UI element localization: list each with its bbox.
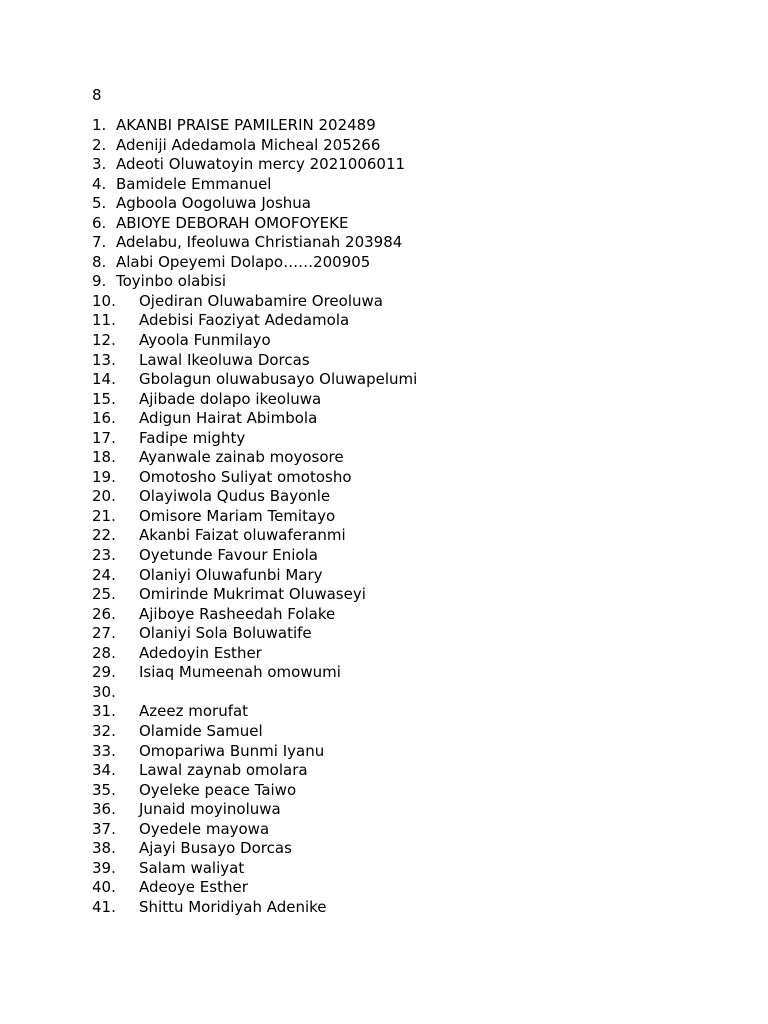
list-item [92,292,417,312]
list-item-name: Shittu Moridiyah Adenike [139,897,327,916]
list-item-name: Agboola Oogoluwa Joshua [116,194,311,213]
list-item-number: 21. [92,506,116,525]
list-item [92,644,417,664]
list-item-number: 1. [92,116,107,134]
list-item-name: Omopariwa Bunmi Iyanu [139,741,325,760]
list-item-number: 34. [92,761,116,780]
list-item [92,526,417,546]
list-item [92,136,417,156]
list-item [92,390,417,410]
list-item [92,781,417,801]
list-item-name: Fadipe mighty [139,428,246,447]
list-item-name: Olayiwola Qudus Bayonle [139,487,331,506]
list-item [92,898,417,918]
list-item-number: 5. [92,194,107,213]
list-item [92,214,417,234]
list-item [92,487,417,507]
list-item-number: 14. [92,370,116,389]
list-item-name: Olaniyi Sola Boluwatife [139,624,312,643]
list-item [92,233,417,253]
list-item-number: 26. [92,604,116,623]
list-item-name: Gbolagun oluwabusayo Oluwapelumi [139,370,418,389]
list-item-name: Adeniji Adedamola Micheal 205266 [116,135,381,154]
list-item [92,155,417,175]
list-item-number: 38. [92,839,116,858]
list-item [92,331,417,351]
list-item-name: Lawal Ikeoluwa Dorcas [139,350,310,369]
list-item [92,311,417,331]
list-item [92,116,417,136]
list-item-name: Adeoye Esther [139,878,248,897]
list-item-number: 29. [92,663,116,682]
list-item [92,859,417,879]
list-item-number: 41. [92,897,116,916]
list-item-name: Adedoyin Esther [139,643,262,662]
list-item [92,742,417,762]
list-item-name: Bamidele Emmanuel [116,174,272,193]
name-list [92,116,417,917]
list-item-name: Adigun Hairat Abimbola [139,409,318,428]
list-item-number: 2. [92,135,107,154]
list-item-name: Adelabu, Ifeoluwa Christianah 203984 [116,233,403,252]
list-item [92,253,417,273]
list-item [92,820,417,840]
list-item-name: ABIOYE DEBORAH OMOFOYEKE [116,213,349,232]
list-item-number: 11. [92,311,116,330]
list-item-name: Ayanwale zainab moyosore [139,448,344,467]
list-item-number: 15. [92,389,116,408]
list-item-number: 3. [92,155,107,174]
list-item [92,175,417,195]
list-item-name: Oyedele mayowa [139,819,270,838]
list-item-number: 12. [92,331,116,350]
list-item-number: 9. [92,272,107,291]
list-item-number: 31. [92,702,116,721]
list-item-name: Oyetunde Favour Eniola [139,546,318,565]
list-item-name: Alabi Opeyemi Dolapo……200905 [116,252,371,271]
list-item-name: Isiaq Mumeenah omowumi [139,663,341,682]
list-item-number: 39. [92,858,116,877]
list-item-name: Adeoti Oluwatoyin mercy 2021006011 [116,155,406,174]
list-item-name: Toyinbo olabisi [116,272,227,291]
list-item [92,194,417,214]
list-item-number: 16. [92,409,116,428]
list-item-number: 6. [92,213,107,232]
list-item-number: 37. [92,819,116,838]
list-item [92,370,417,390]
list-item-number: 24. [92,565,116,584]
list-item-number: 40. [92,878,116,897]
list-item-number: 32. [92,721,116,740]
list-item-number: 22. [92,526,116,545]
list-item-name: Lawal zaynab omolara [139,761,308,780]
list-item [92,702,417,722]
list-item-number: 18. [92,448,116,467]
list-item-name: Omisore Mariam Temitayo [139,506,336,525]
list-item [92,272,417,292]
list-item [92,468,417,488]
list-item [92,429,417,449]
list-item [92,605,417,625]
list-item [92,761,417,781]
list-item-number: 10. [92,291,116,310]
list-item-number: 27. [92,624,116,643]
list-item-name: Ajiboye Rasheedah Folake [139,604,336,623]
list-item-name: Oyeleke peace Taiwo [139,780,297,799]
list-item [92,507,417,527]
list-item-name: Azeez morufat [139,702,249,721]
list-item [92,722,417,742]
list-item-name: AKANBI PRAISE PAMILERIN 202489 [116,116,376,134]
page-number: 8 [92,86,102,104]
list-item [92,663,417,683]
list-item [92,566,417,586]
list-item-number: 19. [92,467,116,486]
list-item-number: 25. [92,585,116,604]
list-item-name: Olamide Samuel [139,721,263,740]
list-item-number: 28. [92,643,116,662]
list-item-number: 35. [92,780,116,799]
list-item-name: Ajayi Busayo Dorcas [139,839,292,858]
list-item-name: Junaid moyinoluwa [139,800,281,819]
list-item-name: Adebisi Faoziyat Adedamola [139,311,350,330]
list-item-number: 4. [92,174,107,193]
list-item-number: 30. [92,682,116,701]
list-item [92,448,417,468]
list-item-name: Omotosho Suliyat omotosho [139,467,352,486]
list-item-name: Ajibade dolapo ikeoluwa [139,389,322,408]
list-item-number: 17. [92,428,116,447]
list-item-number: 23. [92,546,116,565]
list-item [92,624,417,644]
list-item [92,351,417,371]
list-item-name: Salam waliyat [139,858,245,877]
list-item [92,800,417,820]
list-item-number: 7. [92,233,107,252]
list-item [92,683,417,703]
list-item-number: 8. [92,252,107,271]
list-item-number: 33. [92,741,116,760]
list-item-name: Ayoola Funmilayo [139,331,271,350]
list-item-number: 36. [92,800,116,819]
list-item-number: 20. [92,487,116,506]
list-item [92,546,417,566]
list-item [92,409,417,429]
list-item [92,878,417,898]
list-item-name: Omirinde Mukrimat Oluwaseyi [139,585,366,604]
list-item-name: Akanbi Faizat oluwaferanmi [139,526,346,545]
list-item-number: 13. [92,350,116,369]
list-item [92,839,417,859]
list-item-name: Ojediran Oluwabamire Oreoluwa [139,291,383,310]
list-item [92,585,417,605]
list-item-name: Olaniyi Oluwafunbi Mary [139,565,323,584]
